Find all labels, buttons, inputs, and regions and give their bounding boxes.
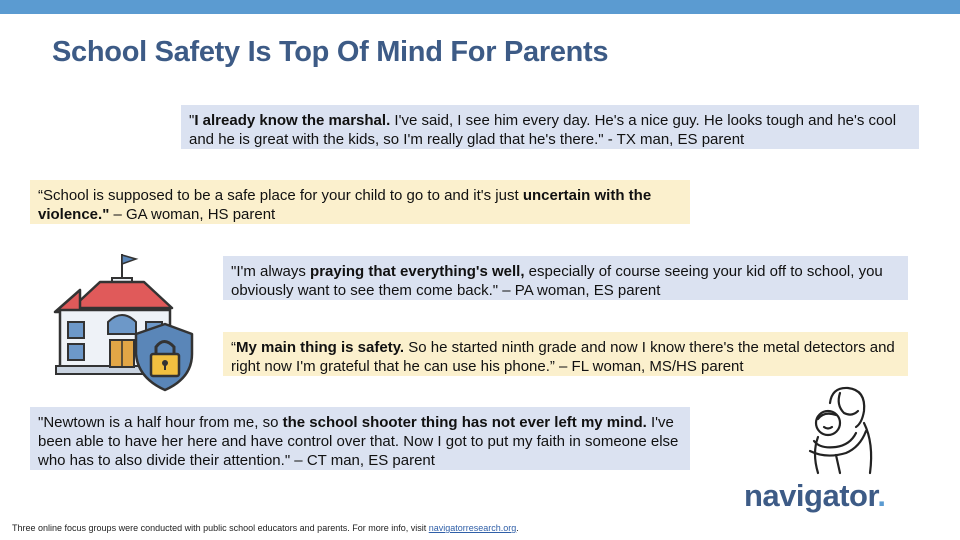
quote-rest: So he started ninth grade and now I know there's the metal detectors and right now I'm grateful that he can use his phone.” – FL woman, MS/HS parent <box>231 339 895 375</box>
quote-open: “ <box>231 339 236 356</box>
quote-open: "Newtown is a half hour from me, so <box>38 414 283 431</box>
top-accent-bar <box>0 0 960 14</box>
quote-highlight: My main thing is safety. <box>236 339 405 356</box>
navigator-logo <box>744 478 885 514</box>
quote-rest: I've been able to have her here and have control over that. Now I got to put my faith in someone else who has to also divide their attention." – CT man, ES parent <box>38 414 679 469</box>
quote-highlight: praying that everything's well, <box>310 263 525 280</box>
footer-link[interactable]: navigatorresearch.org <box>428 523 517 533</box>
quote-rest: especially of course seeing your kid off to school, you obviously want to see them come back." – PA woman, ES parent <box>231 263 883 299</box>
footer-text: Three online focus groups were conducted with public school educators and parents. For more info, visit <box>12 523 429 533</box>
logo-text: navigator <box>744 478 878 513</box>
quote-open: " <box>189 112 195 129</box>
quote-tx-parent <box>181 105 919 149</box>
footer-note <box>12 523 519 533</box>
logo-dot: . <box>877 478 886 513</box>
footer-end: . <box>516 523 519 533</box>
page-title: School Safety Is Top Of Mind For Parents <box>52 36 609 68</box>
quote-pa-parent <box>223 256 908 300</box>
quote-rest: I've said, I see him every day. He's a nice guy. He looks tough and he's cool and he is great with the kids, so I'm really glad that he's there." - TX man, ES parent <box>189 112 897 148</box>
quote-highlight: the school shooter thing has not ever left my mind. <box>282 414 647 431</box>
quote-open: “School is supposed to be a safe place for your child to go to and it's just <box>38 187 523 204</box>
school-lock-icon <box>50 250 195 395</box>
quote-highlight: I already know the marshal. <box>194 112 391 129</box>
quote-ga-parent <box>30 180 690 224</box>
parent-hugging-child-icon <box>800 383 882 478</box>
quote-open: "I'm always <box>231 263 311 280</box>
quote-rest: – GA woman, HS parent <box>109 206 276 223</box>
quote-ct-parent <box>30 407 690 470</box>
quote-fl-parent <box>223 332 908 376</box>
quote-highlight: uncertain with the violence." <box>38 187 652 223</box>
